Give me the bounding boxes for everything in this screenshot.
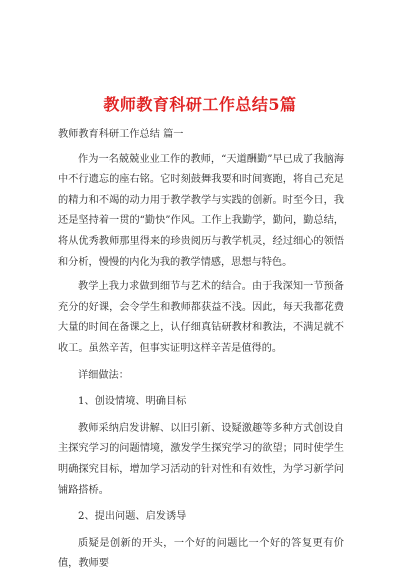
paragraph-4: 教师采纳启发讲解、以旧引新、设疑激趣等多种方式创设自主探究学习的问题情境，激发学生探究学习的欲望；同时使学生明确探究目标，增加学习活动的针对性和有效性，为学习新学问铺路搭桥。 xyxy=(58,422,344,496)
paragraph-2: 教学上我力求做到细节与艺术的结合。由于我深知一节预备充分的好课，会令学生和教师都获益不浅。因此，每天我都花费大量的时间在备课之上，认仔细真钻研教材和教法，不满足就不收工。虽然辛苦，但事实证明这样辛苦是值得的。 xyxy=(58,281,344,354)
section-heading: 教师教育科研工作总结 篇一 xyxy=(58,129,184,140)
document-title: 教师教育科研工作总结5篇 xyxy=(103,95,297,114)
paragraph-5: 质疑是创新的开头，一个好的问题比一个好的答复更有价值，教师要 xyxy=(58,537,344,570)
paragraph-3: 详细做法： xyxy=(78,369,129,381)
paragraph-1: 作为一名兢兢业业工作的教师，“天道酬勤”早已成了我脑海中不行遗忘的座右铭。它时刻鼓舞我要和时间赛跑，将自己充足的精力和不竭的动力用于教学教学与实践的创新。时至今日，我还是坚持着一贯的“勤快”作风。工作上我勤学，勤问，勤总结，将从优秀教师那里得来的珍贵阅历与教学机灵，经过细心的领悟和分析，慢慢的内化为我的教学情感，思想与特色。 xyxy=(58,153,344,268)
list-heading-1: 1、创设情境、明确目标 xyxy=(78,396,187,408)
list-heading-2: 2、提出问题、启发诱导 xyxy=(78,511,187,523)
document-body xyxy=(58,125,344,575)
